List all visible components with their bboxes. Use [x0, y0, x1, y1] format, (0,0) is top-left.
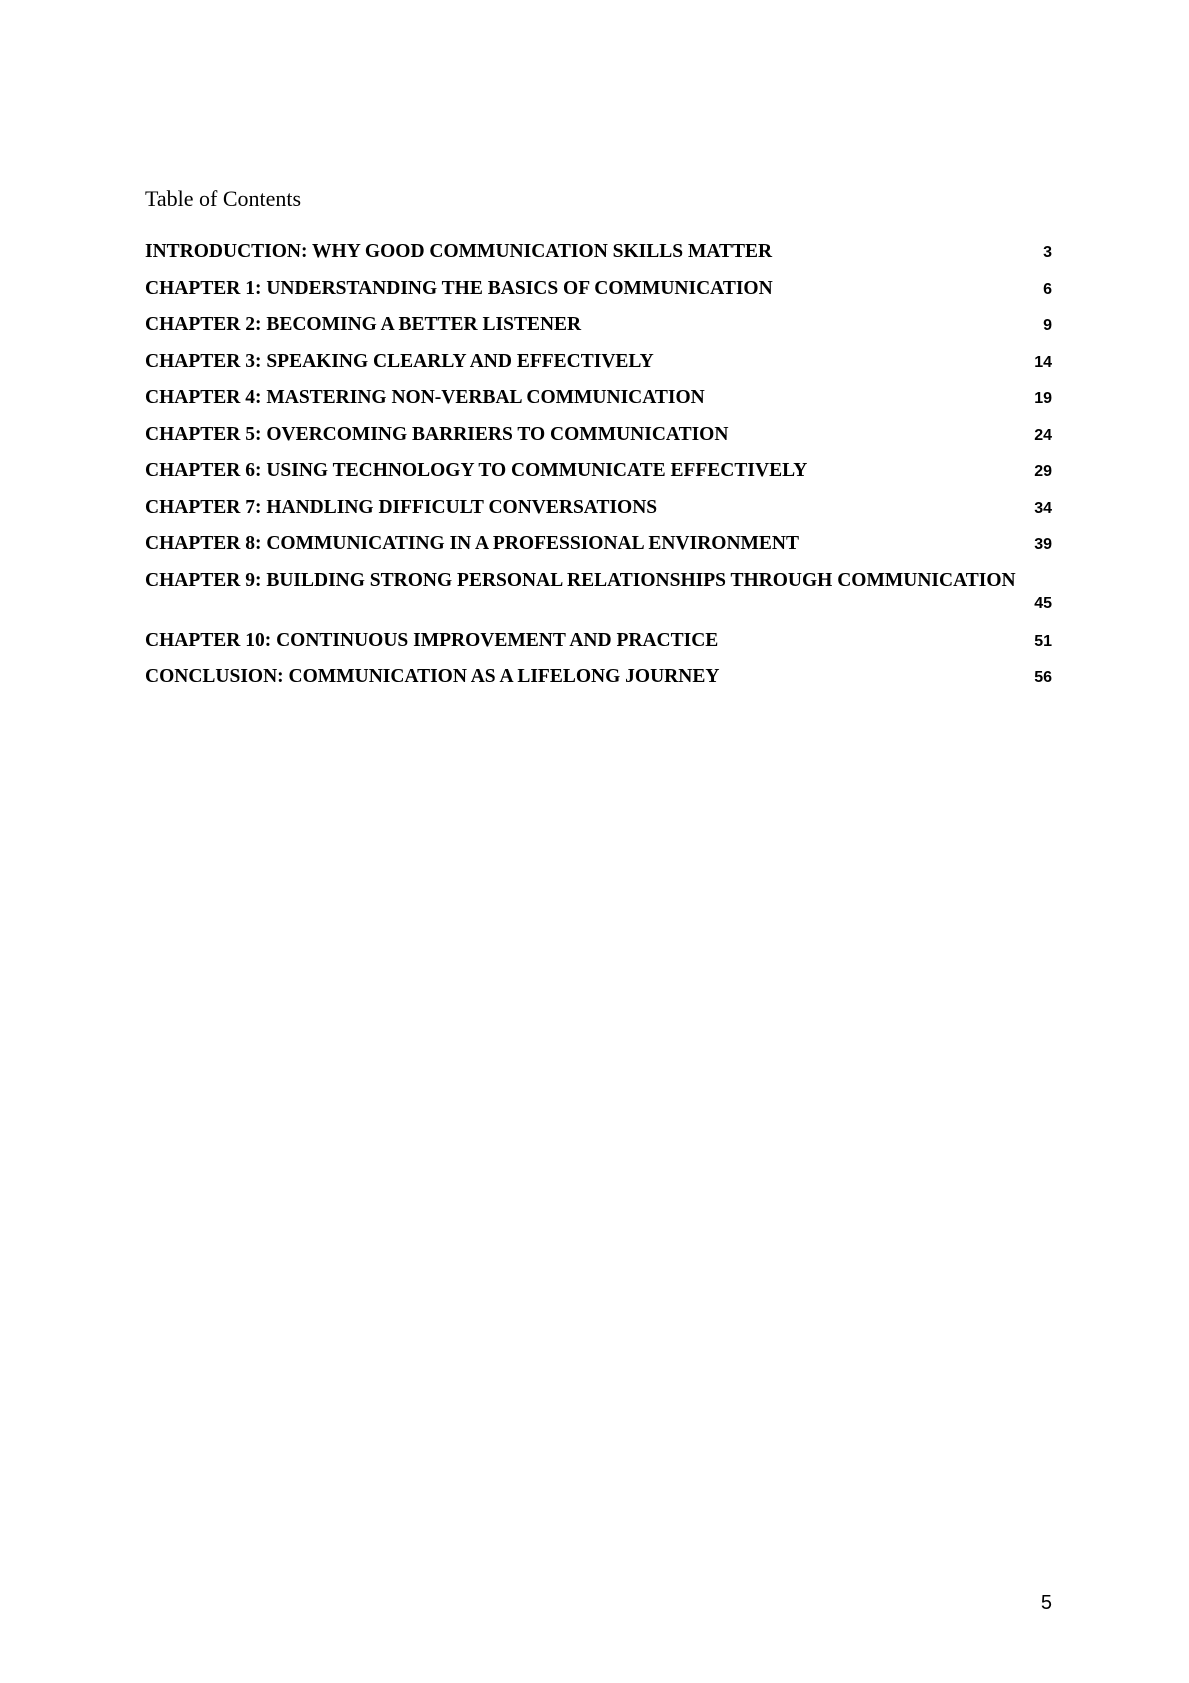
toc-entry-label: CHAPTER 10: CONTINUOUS IMPROVEMENT AND PRACTICE: [145, 629, 719, 651]
toc-entry-label: CHAPTER 3: SPEAKING CLEARLY AND EFFECTIVELY: [145, 350, 654, 372]
toc-entry-page: 29: [1034, 463, 1052, 480]
toc-entry-chapter-10[interactable]: [145, 629, 1052, 655]
toc-entry-introduction[interactable]: [145, 240, 1052, 266]
toc-entry-chapter-9[interactable]: [145, 569, 1052, 616]
toc-list: [145, 240, 1052, 702]
toc-entry-chapter-1[interactable]: [145, 277, 1052, 303]
toc-entry-chapter-2[interactable]: [145, 313, 1052, 339]
toc-entry-page: 14: [1034, 353, 1052, 371]
toc-entry-label: CHAPTER 4: MASTERING NON-VERBAL COMMUNICATION: [145, 387, 705, 408]
toc-entry-label: INTRODUCTION: WHY GOOD COMMUNICATION SKILLS MATTER: [145, 241, 773, 262]
toc-entry-label: CHAPTER 6: USING TECHNOLOGY TO COMMUNICATE EFFECTIVELY: [145, 460, 808, 481]
toc-entry-label: CHAPTER 9: BUILDING STRONG PERSONAL RELATIONSHIPS THROUGH COMMUNICATION: [145, 569, 1016, 591]
toc-entry-page: 45: [1034, 594, 1052, 612]
toc-entry-chapter-3[interactable]: [145, 350, 1052, 376]
toc-entry-label: CHAPTER 7: HANDLING DIFFICULT CONVERSATIONS: [145, 496, 658, 518]
toc-entry-label: CHAPTER 5: OVERCOMING BARRIERS TO COMMUNICATION: [145, 423, 729, 445]
toc-entry-page: 9: [1043, 317, 1052, 334]
toc-title: Table of Contents: [145, 186, 302, 211]
toc-entry-chapter-8[interactable]: [145, 532, 1052, 558]
toc-entry-label: CHAPTER 2: BECOMING A BETTER LISTENER: [145, 314, 582, 335]
toc-entry-page: 6: [1043, 280, 1052, 298]
toc-entry-page: 19: [1034, 390, 1052, 407]
toc-entry-label: CONCLUSION: COMMUNICATION AS A LIFELONG JOURNEY: [145, 666, 720, 687]
toc-entry-chapter-6[interactable]: [145, 459, 1052, 485]
page-number: 5: [1040, 1592, 1052, 1614]
toc-entry-page: 34: [1034, 499, 1052, 517]
toc-entry-page: 56: [1034, 669, 1052, 686]
toc-entry-page: 24: [1034, 426, 1052, 444]
toc-entry-chapter-4[interactable]: [145, 386, 1052, 412]
toc-entry-conclusion[interactable]: [145, 665, 1052, 691]
toc-entry-chapter-5[interactable]: [145, 423, 1052, 449]
toc-entry-page: 39: [1034, 536, 1052, 553]
toc-entry-page: 3: [1043, 244, 1052, 261]
toc-entry-chapter-7[interactable]: [145, 496, 1052, 522]
toc-entry-label: CHAPTER 8: COMMUNICATING IN A PROFESSIONAL ENVIRONMENT: [145, 533, 800, 554]
toc-entry-page: 51: [1034, 632, 1052, 650]
toc-entry-label: CHAPTER 1: UNDERSTANDING THE BASICS OF COMMUNICATION: [145, 277, 773, 299]
